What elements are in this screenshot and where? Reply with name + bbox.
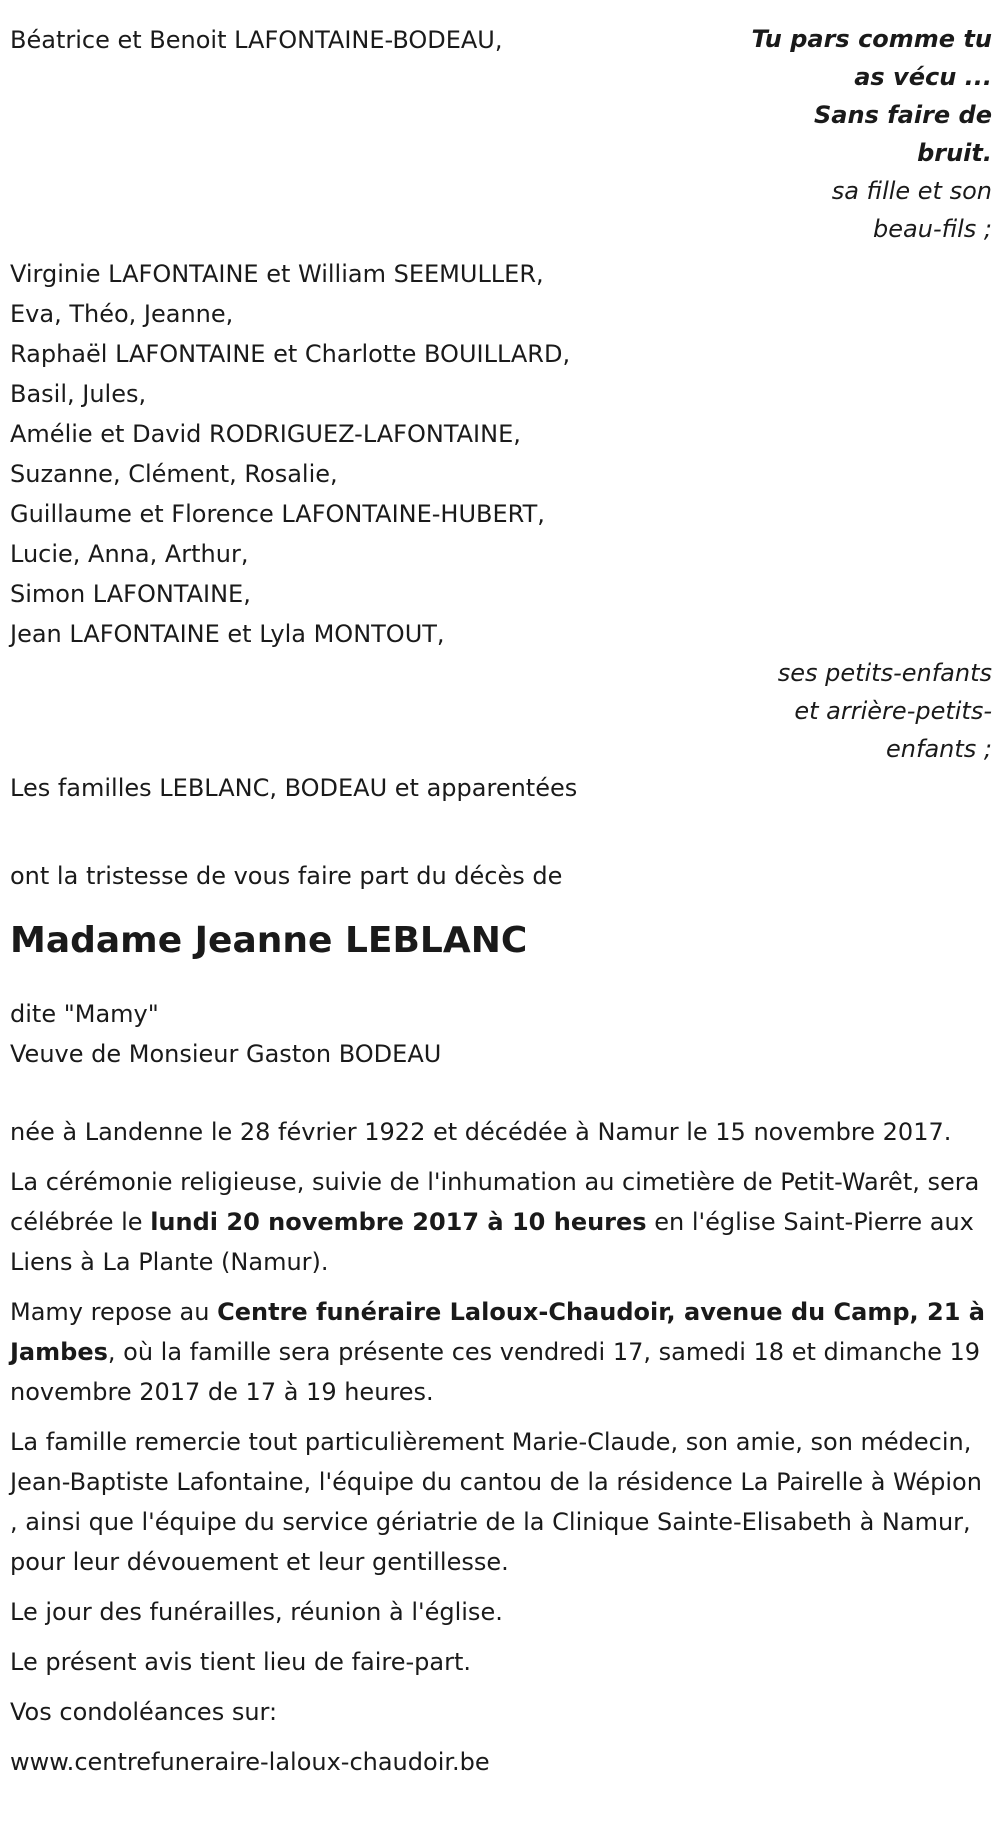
- ceremony-paragraph: La cérémonie religieuse, suivie de l'inhumation au cimetière de Petit-Warêt, sera célébrée le lundi 20 novembre 2017 à 10 heures en l'église Saint-Pierre aux Liens à La Plante (Namur).: [10, 1168, 980, 1276]
- grandchildren-list: [10, 254, 992, 654]
- grandchildren-row: [10, 254, 992, 654]
- list-item: Lucie, Anna, Arthur,: [10, 540, 249, 568]
- announcement-line: ont la tristesse de vous faire part du décès de: [10, 862, 563, 890]
- website-link[interactable]: www.centrefuneraire-laloux-chaudoir.be: [10, 1748, 490, 1776]
- list-item: Eva, Théo, Jeanne,: [10, 300, 234, 328]
- deceased-name: Madame Jeanne LEBLANC: [10, 920, 528, 961]
- list-item: Amélie et David RODRIGUEZ-LAFONTAINE,: [10, 420, 521, 448]
- list-item: Raphaël LAFONTAINE et Charlotte BOUILLARD,: [10, 340, 571, 368]
- caption-grandchildren-row: [10, 654, 992, 768]
- list-item: Virginie LAFONTAINE et William SEEMULLER,: [10, 260, 544, 288]
- thanks-paragraph: La famille remercie tout particulièrement Marie-Claude, son amie, son médecin, Jean-Baptiste Lafontaine, l'équipe du cantou de la résidence La Pairelle à Wépion , ainsi que l'équipe du service gériatrie de la Clinique Sainte-Elisabeth à Namur, pour leur dévouement et leur gentillesse.: [10, 1428, 982, 1576]
- funeral-home-address: Centre funéraire Laloux-Chaudoir, avenue du Camp, 21 à Jambes: [10, 1298, 985, 1366]
- list-item: Simon LAFONTAINE,: [10, 580, 251, 608]
- obituary-notice: [10, 20, 992, 1782]
- daughter-line: Béatrice et Benoit LAFONTAINE-BODEAU,: [10, 26, 503, 54]
- list-item: Guillaume et Florence LAFONTAINE-HUBERT,: [10, 500, 545, 528]
- list-item: Basil, Jules,: [10, 380, 147, 408]
- ceremony-date: lundi 20 novembre 2017 à 10 heures: [150, 1208, 647, 1236]
- epitaph-quote: Tu pars comme tu as vécu ... Sans faire de bruit.: [751, 25, 992, 167]
- nickname-line: dite "Mamy": [10, 1000, 159, 1028]
- right-column-top: [732, 20, 992, 248]
- list-item: Jean LAFONTAINE et Lyla MONTOUT,: [10, 620, 445, 648]
- header-row: [10, 20, 992, 248]
- caption-daughter: sa fille et son beau-fils ;: [831, 177, 992, 243]
- families-line: Les familles LEBLANC, BODEAU et apparentées: [10, 774, 578, 802]
- birth-death-paragraph: née à Landenne le 28 février 1922 et décédée à Namur le 15 novembre 2017.: [10, 1118, 952, 1146]
- widow-line: Veuve de Monsieur Gaston BODEAU: [10, 1040, 442, 1068]
- notice-line: Le présent avis tient lieu de faire-part.: [10, 1648, 472, 1676]
- repose-paragraph: Mamy repose au Centre funéraire Laloux-Chaudoir, avenue du Camp, 21 à Jambes, où la famille sera présente ces vendredi 17, samedi 18 et dimanche 19 novembre 2017 de 17 à 19 heures.: [10, 1298, 985, 1406]
- meeting-line: Le jour des funérailles, réunion à l'église.: [10, 1598, 503, 1626]
- condolences-line: Vos condoléances sur:: [10, 1698, 278, 1726]
- caption-grandchildren: ses petits-enfants et arrière-petits- enfants ;: [777, 659, 992, 763]
- list-item: Suzanne, Clément, Rosalie,: [10, 460, 338, 488]
